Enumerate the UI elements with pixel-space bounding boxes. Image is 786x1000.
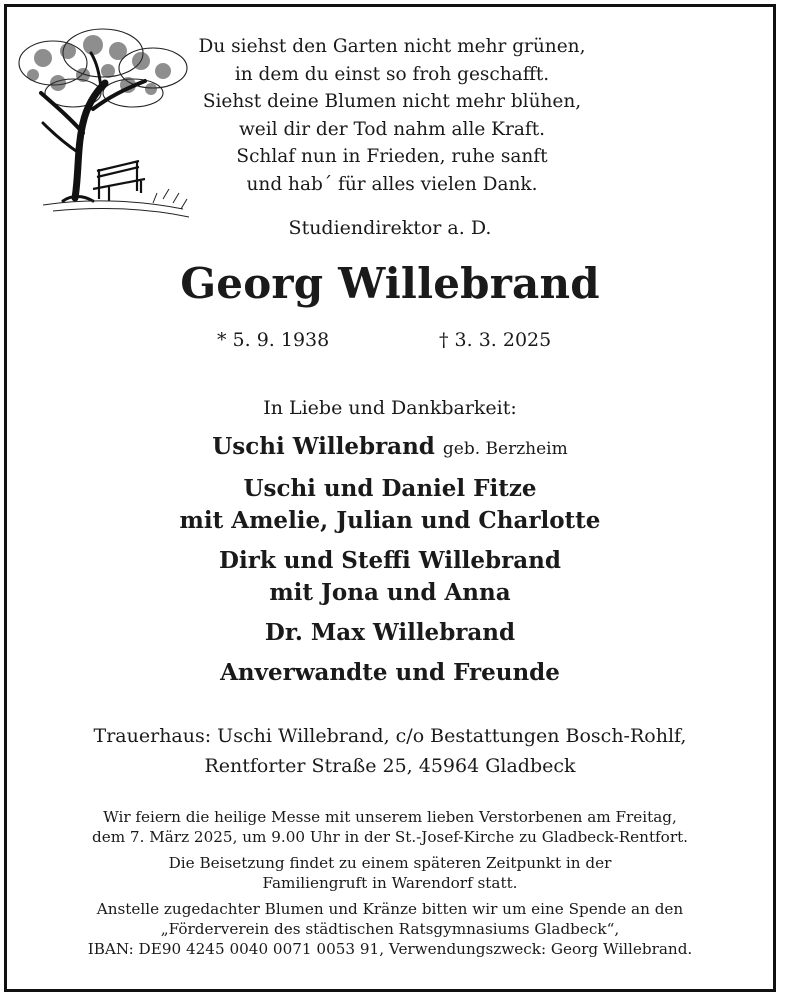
notice-line: IBAN: DE90 4245 0040 0071 0053 91, Verwendungszweck: Georg Willebrand. bbox=[87, 940, 693, 958]
family-line: Uschi und Daniel Fitze bbox=[243, 475, 537, 502]
poem-line: Schlaf nun in Frieden, ruhe sanft bbox=[236, 146, 548, 167]
family-line: Anverwandte und Freunde bbox=[220, 659, 560, 686]
spouse-row bbox=[7, 431, 773, 465]
notice-line: Wir feiern die heilige Messe mit unserem lieben Verstorbenen am Freitag, bbox=[103, 808, 677, 826]
service-notes bbox=[7, 807, 773, 965]
death-date: † 3. 3. 2025 bbox=[439, 329, 552, 351]
poem-line: und hab´ für alles vielen Dank. bbox=[246, 173, 538, 195]
burial-notice bbox=[7, 853, 773, 893]
family-line: mit Amelie, Julian und Charlotte bbox=[179, 507, 601, 534]
spouse-maiden-name: geb. Berzheim bbox=[442, 439, 568, 459]
mourners-list bbox=[7, 393, 773, 689]
poem-line: Siehst deine Blumen nicht mehr blühen, bbox=[202, 91, 582, 112]
deceased-title: Studiendirektor a. D. bbox=[288, 217, 492, 239]
spouse-name: Uschi Willebrand bbox=[212, 433, 435, 460]
address-line: Rentforter Straße 25, 45964 Gladbeck bbox=[204, 755, 576, 777]
poem-line: in dem du einst so froh geschafft. bbox=[234, 63, 550, 85]
notice-line: dem 7. März 2025, um 9.00 Uhr in der St.-Josef-Kirche zu Gladbeck-Rentfort. bbox=[91, 828, 689, 846]
address-line: Trauerhaus: Uschi Willebrand, c/o Bestattungen Bosch-Rohlf, bbox=[93, 725, 687, 747]
notice-line: Familiengruft in Warendorf statt. bbox=[262, 874, 518, 892]
notice-line: „Förderverein des städtischen Ratsgymnasiums Gladbeck“, bbox=[160, 920, 620, 938]
donation-notice bbox=[7, 899, 773, 959]
mourning-house-address bbox=[7, 721, 773, 781]
memorial-poem bbox=[167, 33, 617, 198]
family-line: Dr. Max Willebrand bbox=[264, 619, 516, 646]
mass-notice bbox=[7, 807, 773, 847]
family-line: mit Jona und Anna bbox=[269, 579, 511, 606]
poem-line: weil dir der Tod nahm alle Kraft. bbox=[238, 118, 546, 140]
family-line: Dirk und Steffi Willebrand bbox=[219, 547, 561, 574]
poem-line: Du siehst den Garten nicht mehr grünen, bbox=[198, 36, 586, 57]
obituary-notice bbox=[4, 4, 776, 992]
mourners-intro: In Liebe und Dankbarkeit: bbox=[263, 397, 517, 419]
deceased-name: Georg Willebrand bbox=[180, 259, 600, 308]
notice-line: Anstelle zugedachter Blumen und Kränze bitten wir um eine Spende an den bbox=[96, 900, 684, 918]
birth-date: * 5. 9. 1938 bbox=[217, 329, 330, 351]
notice-line: Die Beisetzung findet zu einem späteren Zeitpunkt in der bbox=[168, 854, 612, 872]
